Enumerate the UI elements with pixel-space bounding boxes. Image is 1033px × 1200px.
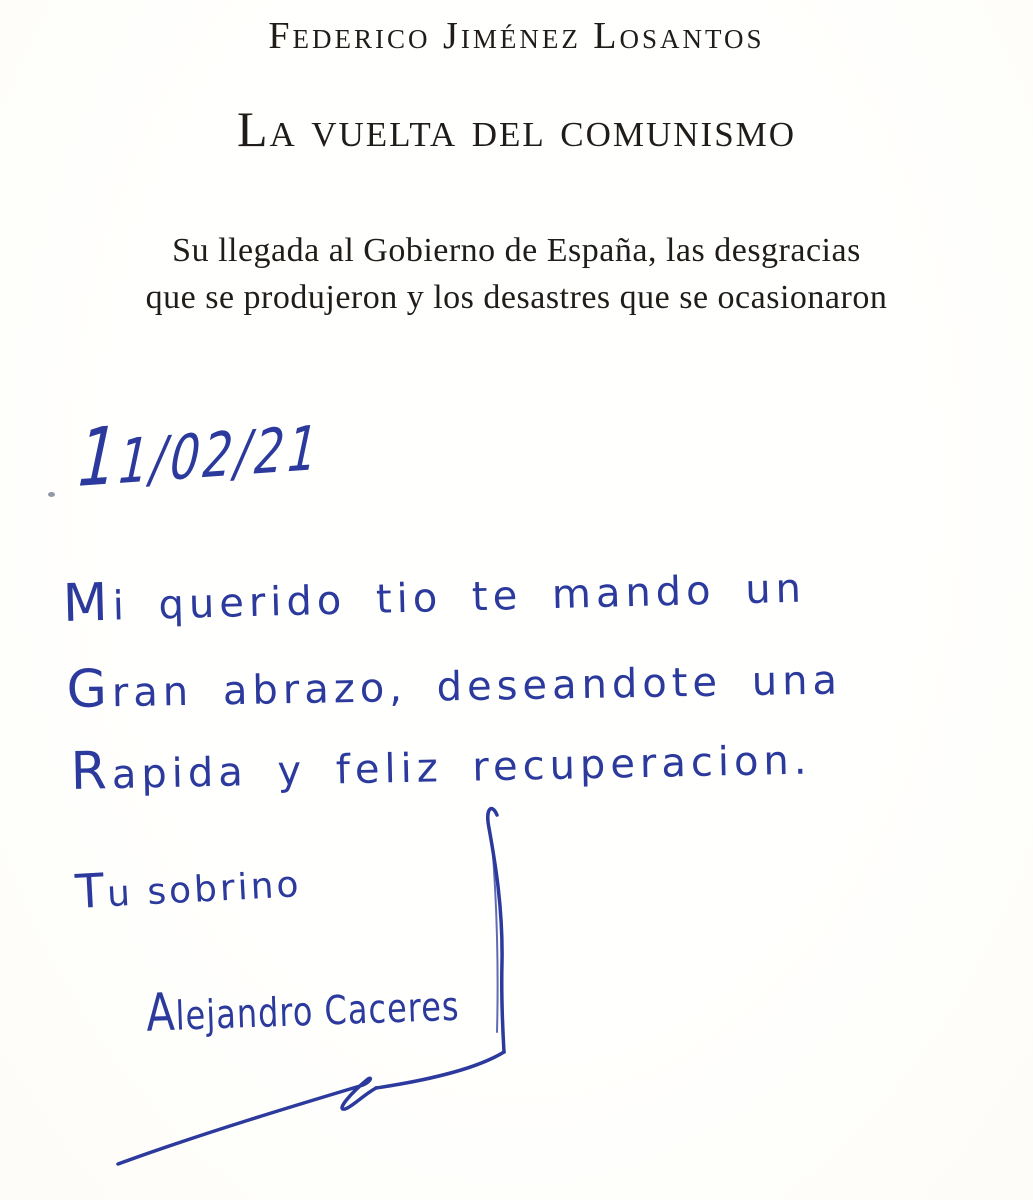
- book-title: La vuelta del comunismo: [236, 101, 797, 157]
- subtitle-line-2: que se produjeron y los desastres que se ocasionaron: [145, 278, 888, 316]
- handwritten-date: 11/02/21: [68, 409, 328, 507]
- signature-name: Alejandro Caceres: [145, 980, 461, 1044]
- dedication-line-3: Rapida y feliz recuperacion.: [70, 737, 812, 802]
- author-name: Federico Jiménez Losantos: [268, 15, 765, 57]
- subtitle-line-1: Su llegada al Gobierno de España, las desgracias: [172, 232, 861, 269]
- book-subtitle: [0, 228, 1033, 322]
- dedication-line-1: Mi querido tio te mando un: [62, 565, 807, 634]
- dedication-line-2: Gran abrazo, deseandote una: [66, 657, 843, 720]
- ink-speck: [48, 492, 55, 497]
- dedication-closing: Tu sobrino: [74, 864, 303, 920]
